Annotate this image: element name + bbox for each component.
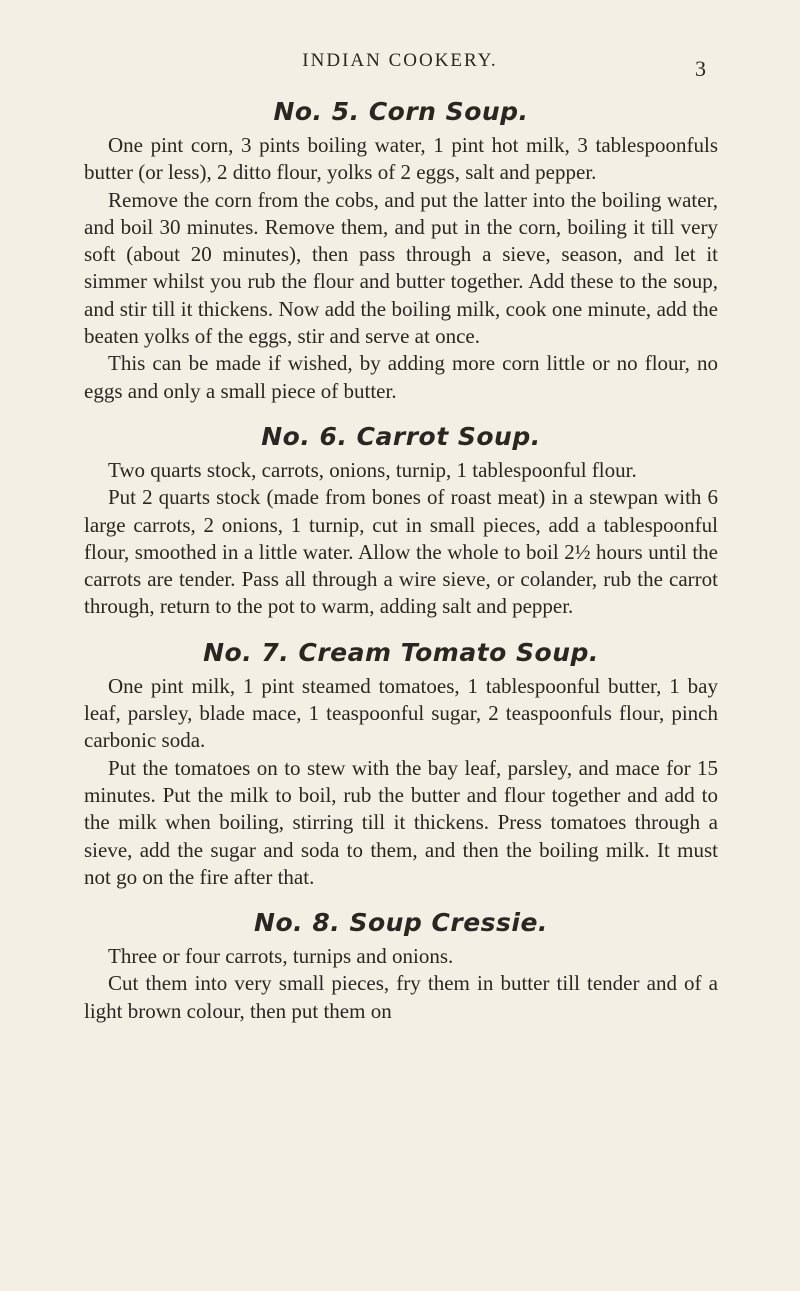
method-paragraph: Cut them into very small pieces, fry them in butter till tender and of a light brown colour, then put them on [84,971,718,1023]
ingredients-paragraph: One pint milk, 1 pint steamed tomatoes, 1 tablespoonful butter, 1 bay leaf, parsley, blade mace, 1 teaspoonful sugar, 2 teaspoonfuls flour, pinch carbonic soda. [84,673,718,753]
ingredients-paragraph: One pint corn, 3 pints boiling water, 1 pint hot milk, 3 tablespoonfuls butter (or less), 2 ditto flour, yolks of 2 eggs, salt and pepper. [84,133,718,185]
recipe-carrot-soup [84,417,718,621]
recipe-title: No. 7. Cream Tomato Soup. [203,637,599,667]
note-paragraph: This can be made if wished, by adding more corn little or no flour, no eggs and only a small piece of butter. [84,351,718,403]
method-paragraph: Put the tomatoes on to stew with the bay leaf, parsley, and mace for 15 minutes. Put the milk to boil, rub the butter and flour together and add to the milk when boiling, stirring till it thickens. Press tomatoes through a sieve, add the sugar and soda to them, and then the boiling milk. It must not go on the fire after that. [84,755,718,889]
ingredients-paragraph: Two quarts stock, carrots, onions, turnip, 1 tablespoonful flour. [108,457,637,482]
recipe-corn-soup [84,92,718,405]
page-header [0,50,800,81]
recipe-title: No. 8. Soup Cressie. [254,908,548,938]
ingredients-paragraph: Three or four carrots, turnips and onions. [108,944,454,969]
recipe-title: No. 5. Corn Soup. [273,97,529,126]
method-paragraph: Put 2 quarts stock (made from bones of roast meat) in a stewpan with 6 large carrots, 2 onions, 1 turnip, cut in small pieces, add a tablespoonful flour, smoothed in a little water. Allow the whole to boil 2½ hours until the carrots are tender. Pass all through a wire sieve, or colander, rub the carrot through, return to the pot to warm, adding salt and pepper. [84,485,718,619]
recipe-soup-cressie [84,903,718,1025]
method-paragraph: Remove the corn from the cobs, and put the latter into the boiling water, and boil 30 minutes. Remove them, and put in the corn, boiling it till very soft (about 20 minutes), then pass through a sieve, season, and let it simmer whilst you rub the flour and butter together. Add these to the soup, and stir till it thickens. Now add the boiling milk, cook one minute, add the beaten yolks of the eggs, stir and serve at once. [84,187,718,349]
page-content [84,92,718,1037]
page-number: 3 [695,56,706,81]
running-head: INDIAN COOKERY. [302,50,498,71]
recipe-cream-tomato-soup [84,633,718,891]
recipe-title: No. 6. Carrot Soup. [261,421,541,451]
